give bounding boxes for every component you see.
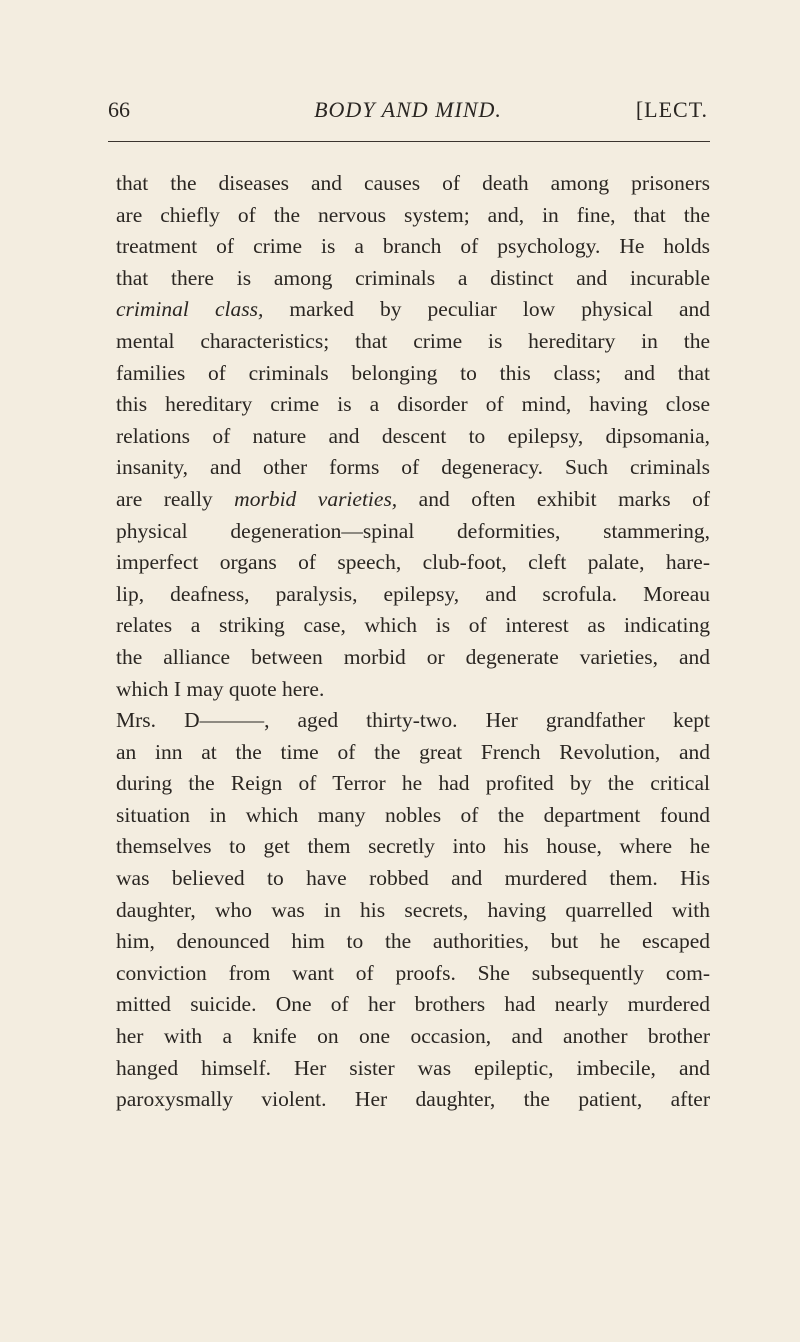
italic-term: morbid varieties, <box>234 486 398 511</box>
text-line: Mrs. D———, aged thirty-two. Her grandfather kept <box>116 708 710 733</box>
text-fragment: marked by peculiar low physical and <box>263 297 710 322</box>
text-line: paroxysmally violent. Her daughter, the patient, after <box>116 1087 710 1112</box>
text-line: an inn at the time of the great French Revolution, and <box>116 739 710 764</box>
text-fragment: are really <box>116 486 235 511</box>
text-line: hanged himself. Her sister was epileptic, imbecile, and <box>116 1055 710 1080</box>
text-line: daughter, who was in his secrets, having quarrelled with <box>116 897 710 922</box>
text-line: was believed to have robbed and murdered them. His <box>116 866 710 891</box>
text-line: physical degeneration—spinal deformities, stammering, <box>116 518 710 543</box>
section-marker: [LECT. <box>635 97 708 122</box>
text-line: situation in which many nobles of the department found <box>116 802 710 827</box>
text-line: treatment of crime is a branch of psychology. He holds <box>116 234 710 259</box>
italic-term: criminal class, <box>116 297 264 322</box>
text-line: during the Reign of Terror he had profited by the critical <box>116 771 710 796</box>
page-header <box>108 97 708 129</box>
page-number: 66 <box>108 97 130 122</box>
text-line: mental characteristics; that crime is hereditary in the <box>116 328 710 353</box>
text-line: her with a knife on one occasion, and another brother <box>116 1024 710 1049</box>
text-line: lip, deafness, paralysis, epilepsy, and scrofula. Moreau <box>116 581 710 606</box>
text-line: that the diseases and causes of death among prisoners <box>116 171 710 195</box>
text-line: insanity, and other forms of degeneracy. Such criminals <box>116 455 710 480</box>
text-line: relates a striking case, which is of interest as indicating <box>116 613 710 638</box>
running-title: BODY AND MIND. <box>314 97 502 122</box>
paragraph <box>116 168 710 705</box>
text-line: imperfect organs of speech, club-foot, cleft palate, hare- <box>116 550 710 575</box>
text-line <box>116 484 710 516</box>
text-line: relations of nature and descent to epilepsy, dipsomania, <box>116 423 710 448</box>
text-line: families of criminals belonging to this class; and that <box>116 360 710 385</box>
text-fragment: and often exhibit marks of <box>397 486 711 511</box>
body-text <box>116 168 710 1116</box>
text-line: which I may quote here. <box>116 676 325 701</box>
text-line: themselves to get them secretly into his house, where he <box>116 834 710 859</box>
text-line: this hereditary crime is a disorder of mind, having close <box>116 392 710 417</box>
text-line: the alliance between morbid or degenerate varieties, and <box>116 644 710 669</box>
text-line: him, denounced him to the authorities, but he escaped <box>116 929 710 954</box>
text-line: mitted suicide. One of her brothers had nearly murdered <box>116 992 710 1017</box>
text-line: that there is among criminals a distinct and incurable <box>116 265 710 290</box>
paragraph <box>116 705 710 1116</box>
text-line: conviction from want of proofs. She subsequently com- <box>116 960 710 985</box>
header-rule <box>108 141 710 142</box>
text-line: are chiefly of the nervous system; and, in fine, that the <box>116 202 710 227</box>
text-line <box>116 294 710 326</box>
